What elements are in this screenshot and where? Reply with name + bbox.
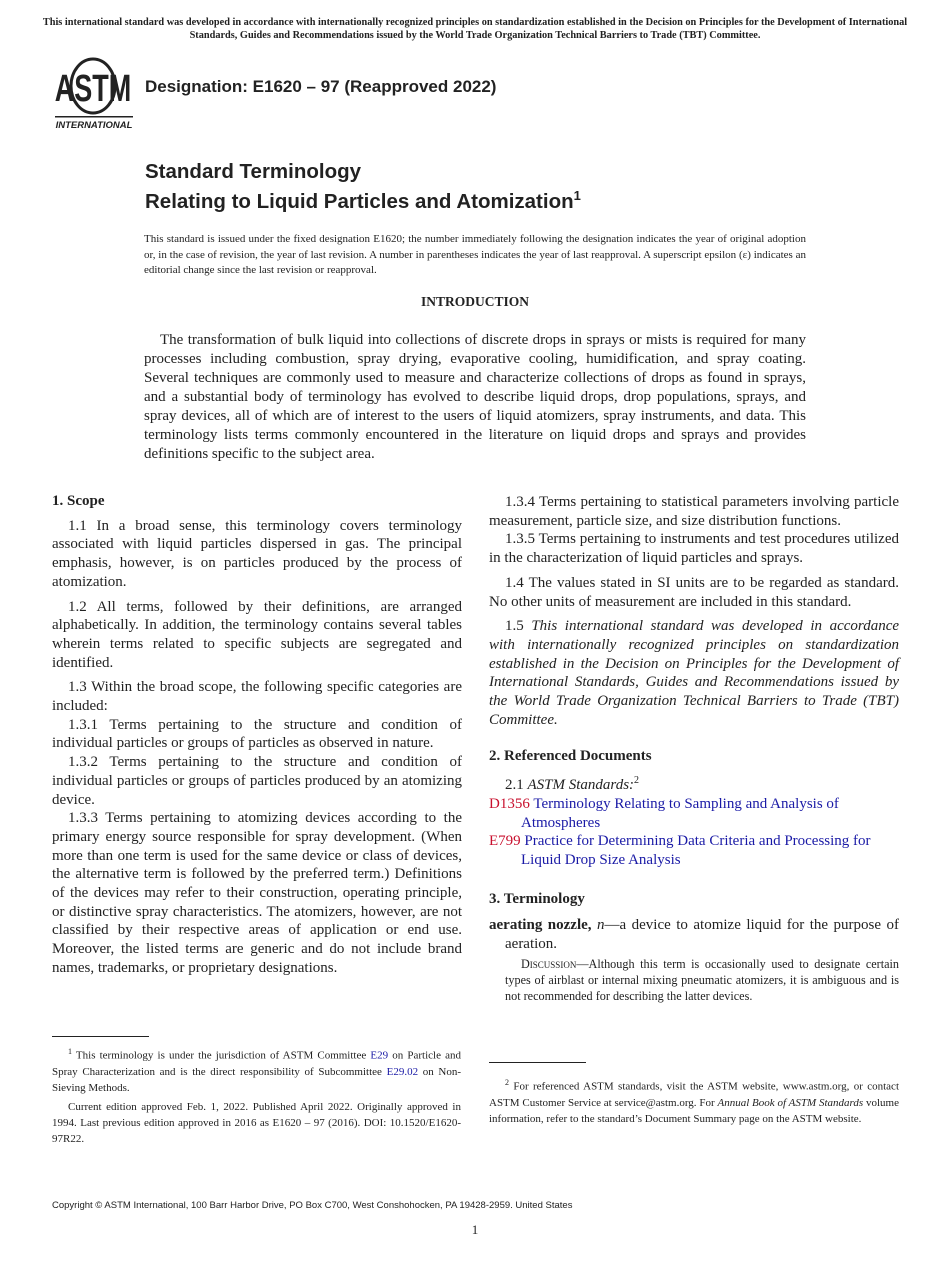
footnote-2-book-title: Annual Book of ASTM Standards: [717, 1096, 864, 1109]
para-1-5: [489, 617, 899, 729]
term-discussion: [489, 956, 899, 1004]
footnote-2-text: For referenced ASTM standards, visit the ASTM website, www.astm.org, or contact ASTM Customer Service at service@astm.org. For: [489, 1080, 899, 1109]
para-1-3-5: 1.3.5 Terms pertaining to instruments and test procedures utilized in the characterization of liquid particles and sprays.: [489, 531, 899, 567]
term-part-of-speech: n: [597, 917, 605, 934]
footnote-divider: [489, 1062, 586, 1063]
svg-text:ASTM: ASTM: [54, 66, 132, 109]
term-entry: [489, 916, 899, 953]
term-definition: —a device to atomize liquid for the purpose of aeration.: [505, 917, 899, 953]
section-referenced-heading: 2. Referenced Documents: [489, 748, 652, 765]
discussion-label: Discussion: [521, 956, 577, 971]
para-1-3-1: 1.3.1 Terms pertaining to the structure and condition of individual particles or groups of particles as observed in nature.: [52, 716, 462, 752]
footnote-divider: [52, 1036, 149, 1037]
right-column: [489, 493, 899, 1004]
title-line-2: Relating to Liquid Particles and Atomization: [145, 189, 574, 213]
reference-title-link[interactable]: Terminology Relating to Sampling and Analysis of Atmospheres: [521, 795, 839, 831]
title-footnote-ref: 1: [573, 188, 581, 203]
section-terminology-heading: 3. Terminology: [489, 890, 585, 907]
para-1-3-2: 1.3.2 Terms pertaining to the structure and condition of individual particles or groups of particles produced by an atomizing device.: [52, 754, 462, 808]
footnote-2: [489, 1075, 899, 1130]
footnote-ref-2: 2: [634, 775, 640, 787]
discussion-text: —Although this term is occasionally used to designate certain types of airblast or internal mixing pneumatic atomizers, it is ambiguous and is not recommended for describing the latter devices.: [505, 956, 899, 1003]
section-scope-heading: 1. Scope: [52, 493, 105, 509]
footnote-1-text: on Particle and Spray Characterization and is the direct responsibility of Subcommittee: [52, 1049, 462, 1078]
footnote-1: [52, 1044, 461, 1150]
standard-notice: This international standard was developed in accordance with internationally recognized principles on standardization established in the Decision on Principles for the Development of International Standards, Guides and Recommendations issued by the World Trade Organization Technical Barriers to Trade (TBT) Committee.: [42, 17, 908, 41]
para-1-3-3: 1.3.3 Terms pertaining to atomizing devices according to the primary energy source responsible for spray development. (When more than one term is used for the same device or class of devices, the alternative term is followed by the preferred term.) Definitions of the devices may refer to their construction, operating principle, or distinctive spray characteristics. The atomizers, however, are not classified by their respective areas of application or end use. Moreover, the listed terms are generic and do not include brand names, trademarks, or proprietary designations.: [52, 810, 462, 976]
reference-title-link[interactable]: Practice for Determining Data Criteria and Processing for Liquid Drop Size Analysis: [521, 833, 871, 868]
introduction-text: The transformation of bulk liquid into collections of discrete drops in sprays or mists is required for many processes including combustion, spray drying, evaporative cooling, humidification, and spray coating. Several techniques are commonly used to measure and characterize collections of drops as found in sprays, and a substantial body of terminology has evolved to describe liquid drops, drop populations, sprays, and spray devices, all of which are of interest to the users of liquid atomizers, spray instruments, and data. This terminology lists terms commonly encountered in the literature on liquid drops and sprays and provides definitions specific to the subject area.: [144, 332, 806, 462]
reference-code-link[interactable]: D1356: [489, 795, 530, 812]
para-2-1-number: 2.1: [505, 777, 528, 794]
title-line-1: Standard Terminology: [145, 160, 362, 183]
footnote-1-text: This terminology is under the jurisdiction of ASTM Committee: [72, 1049, 371, 1062]
svg-text:INTERNATIONAL: INTERNATIONAL: [55, 120, 133, 131]
para-1-1: 1.1 In a broad sense, this terminology covers terminology associated with liquid particles dispersed in gas. The principal emphasis, however, is on particles produced by the process of atomization.: [52, 517, 462, 590]
reference-item: [489, 832, 899, 869]
edition-note: Current edition approved Feb. 1, 2022. Published April 2022. Originally approved in 1994. Last previous edition approved in 2016 as E1620 – 97 (2016). DOI: 10.1520/E1620-97R22.: [52, 1100, 461, 1145]
subcommittee-e29-02-link[interactable]: E29.02: [386, 1065, 419, 1078]
copyright-notice: Copyright © ASTM International, 100 Barr Harbor Drive, PO Box C700, West Conshohocken, PA 19428-2959. United States: [52, 1200, 573, 1211]
para-2-1: [489, 772, 899, 795]
preamble: This standard is issued under the fixed designation E1620; the number immediately following the designation indicates the year of original adoption or, in the case of revision, the year of last revision. A number in parentheses indicates the year of last reapproval. A superscript epsilon (ε) indicates an editorial change since the last revision or reapproval.: [144, 233, 806, 276]
footnote-1-marker: 1: [68, 1047, 72, 1056]
para-1-2: 1.2 All terms, followed by their definitions, are arranged alphabetically. In addition, the terminology contains several tables wherein terms related to specific subjects are segregated and identified.: [52, 598, 462, 671]
committee-e29-link[interactable]: E29: [370, 1049, 389, 1062]
astm-logo: [53, 56, 135, 132]
footnote-1-text: on Non-Sieving Methods.: [52, 1065, 462, 1094]
para-1-5-text: This international standard was developed in accordance with internationally recognized principles on standardization established in the Decision on Principles for the Development of International Standards, Guides and Recommendations issued by the World Trade Organization Technical Barriers to Trade (TBT) Committee.: [489, 618, 900, 728]
para-1-5-number: 1.5: [505, 618, 532, 635]
para-1-4: 1.4 The values stated in SI units are to be regarded as standard. No other units of measurement are included in this standard.: [489, 574, 899, 610]
introduction-heading: INTRODUCTION: [420, 294, 529, 309]
document-title: [145, 160, 581, 214]
reference-code-link[interactable]: E799: [489, 833, 521, 850]
para-1-3-4: 1.3.4 Terms pertaining to statistical parameters involving particle measurement, particle size, and size distribution functions.: [489, 494, 899, 529]
reference-item: [489, 795, 899, 832]
designation: Designation: E1620 – 97 (Reapproved 2022): [145, 77, 497, 96]
footnote-2-text: volume information, refer to the standard’s Document Summary page on the ASTM website.: [489, 1096, 899, 1125]
para-2-1-text: ASTM Standards:: [527, 777, 635, 794]
footnote-2-marker: 2: [505, 1078, 509, 1087]
para-1-3: 1.3 Within the broad scope, the following specific categories are included:: [52, 679, 462, 715]
term-name: aerating nozzle,: [489, 917, 592, 934]
left-column: [52, 492, 462, 978]
page-number: 1: [471, 1222, 479, 1237]
